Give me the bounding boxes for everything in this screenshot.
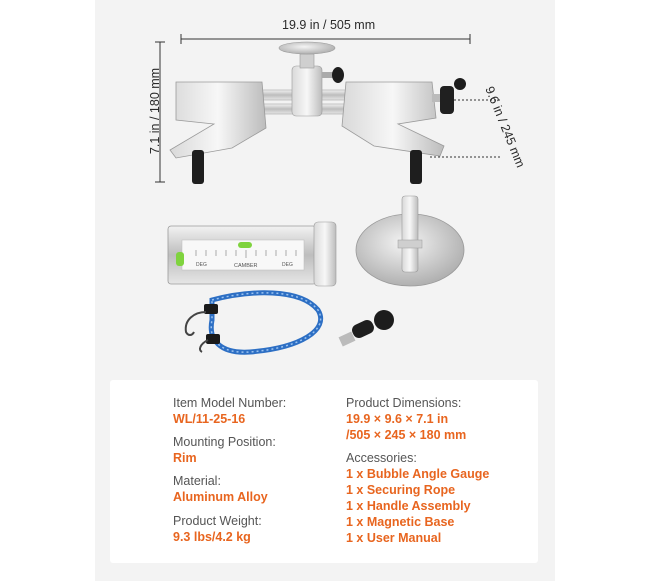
weight-label: Product Weight: bbox=[173, 514, 262, 528]
securing-rope bbox=[186, 293, 321, 352]
specifications-panel bbox=[110, 380, 538, 563]
width-dimension-label: 19.9 in / 505 mm bbox=[282, 18, 376, 32]
mounting-position-label: Mounting Position: bbox=[173, 435, 276, 449]
gauge-label-right: DEG bbox=[282, 262, 293, 268]
accessories-list bbox=[346, 466, 489, 546]
depth-dimension-label: 9.6 in / 245 mm bbox=[482, 84, 528, 170]
bubble-angle-gauge bbox=[168, 222, 336, 286]
accessories-label: Accessories: bbox=[346, 451, 417, 465]
accessory-item: 1 x Bubble Angle Gauge bbox=[346, 467, 490, 481]
dimensions-value-metric: /505 × 245 × 180 mm bbox=[346, 428, 467, 442]
gauge-label-left: DEG bbox=[196, 262, 207, 268]
camber-gauge-main bbox=[170, 42, 466, 184]
magnetic-base bbox=[356, 196, 464, 286]
model-number-label: Item Model Number: bbox=[173, 396, 287, 410]
gauge-label-center: CAMBER bbox=[234, 263, 258, 269]
handle-assembly bbox=[339, 310, 394, 346]
accessory-item: 1 x Magnetic Base bbox=[346, 515, 455, 529]
dimensions-label: Product Dimensions: bbox=[346, 396, 462, 410]
material-label: Material: bbox=[173, 474, 221, 488]
model-number-value: WL/11-25-16 bbox=[173, 412, 246, 426]
width-dimension-line bbox=[181, 34, 470, 44]
mounting-position-value: Rim bbox=[173, 451, 197, 465]
accessory-item: 1 x Handle Assembly bbox=[346, 499, 471, 513]
accessory-item: 1 x Securing Rope bbox=[346, 483, 456, 497]
accessory-item: 1 x User Manual bbox=[346, 531, 442, 545]
material-value: Aluminum Alloy bbox=[173, 490, 268, 504]
weight-value: 9.3 lbs/4.2 kg bbox=[173, 530, 251, 544]
dimensions-value-imperial: 19.9 × 9.6 × 7.1 in bbox=[346, 412, 449, 426]
height-dimension-label: 7.1 in / 180 mm bbox=[148, 67, 162, 155]
